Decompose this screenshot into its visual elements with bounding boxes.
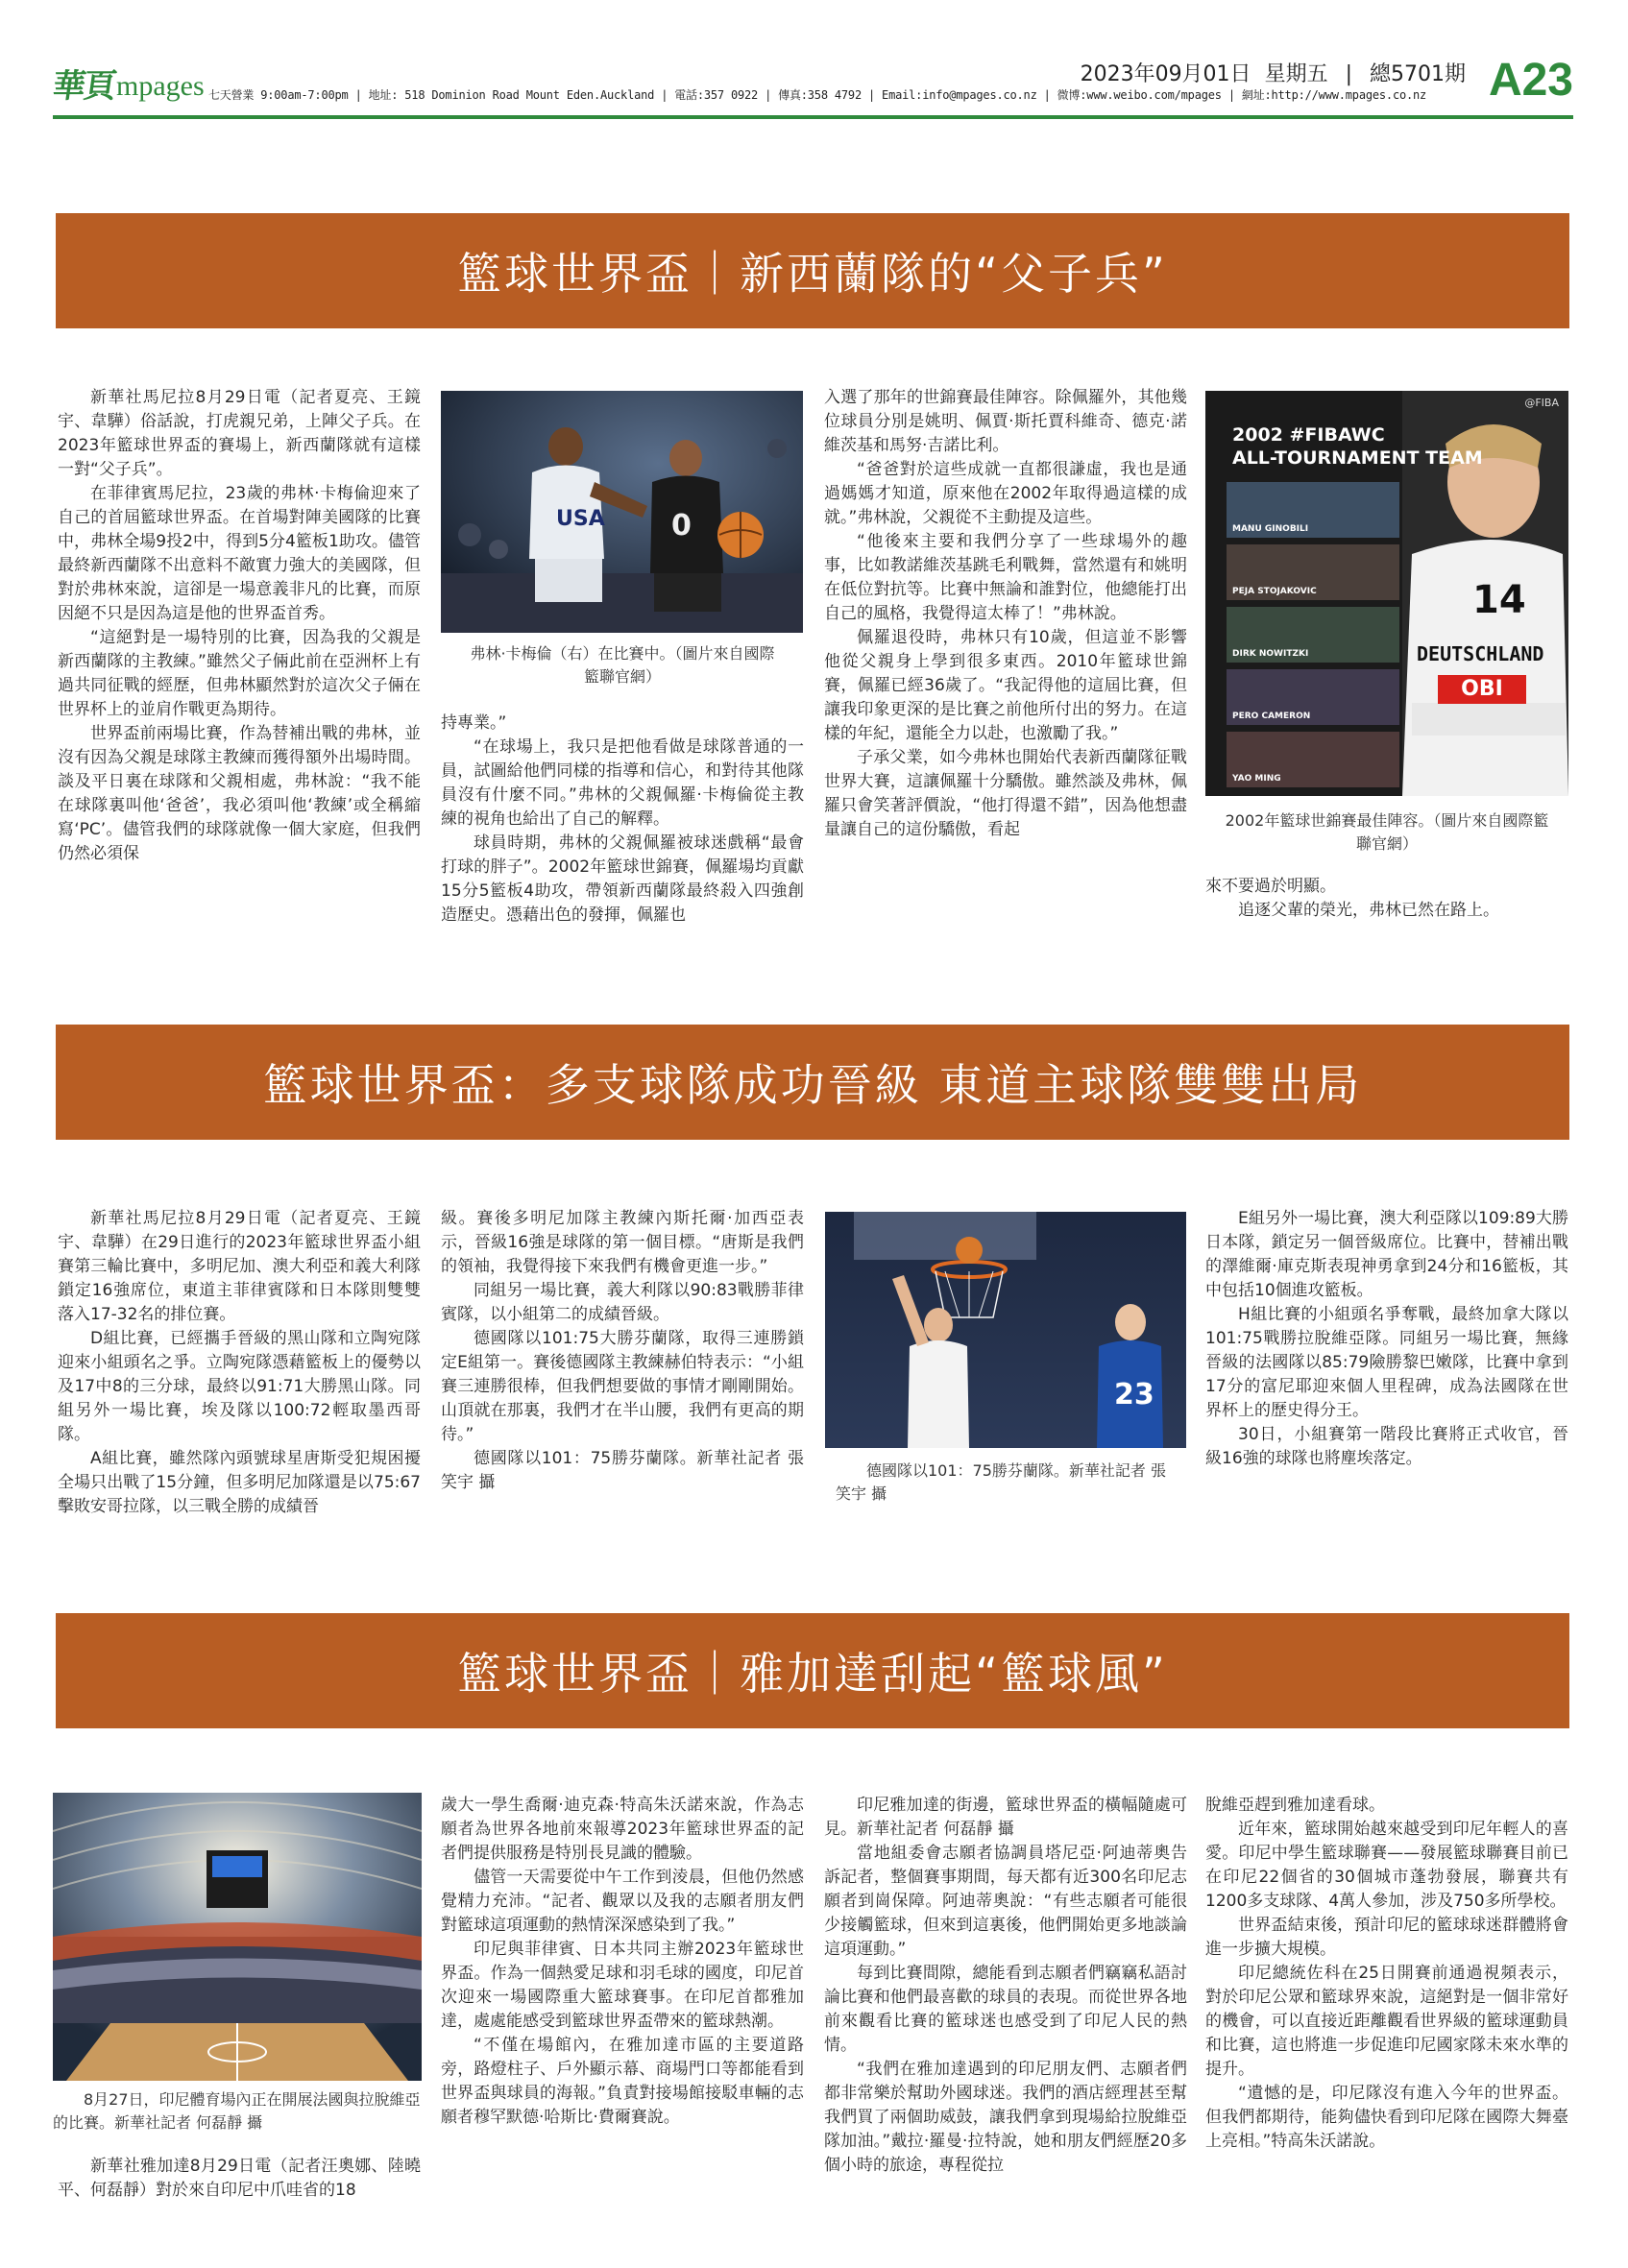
photo-all-tournament-team [1205, 391, 1568, 796]
paragraph: 級。賽後多明尼加隊主教練內斯托爾·加西亞表示，晉級16強是球隊的第一個目標。“唐斯是我們的領袖，我覺得接下來我們有機會更進一步。” [441, 1209, 804, 1276]
paragraph: “遺憾的是，印尼隊沒有進入今年的世界盃。但我們都期待，能夠儘快看到印尼隊在國際大舞臺上亮相。”特高朱沃諾說。 [1205, 2084, 1568, 2151]
paragraph: 同組另一場比賽，義大利隊以90:83戰勝菲律賓隊，以小組第二的成績晉級。 [441, 1281, 804, 1324]
dateline-separator: | [1345, 62, 1352, 86]
masthead [50, 50, 1573, 115]
paragraph: “在球場上，我只是把他看做是球隊普通的一員，試圖給他們同樣的指導和信心，和對待其他隊員沒有什麼不同。”弗林的父親佩羅·卡梅倫從主教練的視角也給出了自己的解釋。 [441, 737, 804, 829]
player-tile: MANU GINOBILI [1227, 482, 1399, 538]
paragraph: D組比賽，已經攜手晉級的黑山隊和立陶宛隊迎來小組頭名之爭。立陶宛隊憑藉籃板上的優勢以及17中8的三分球，最終以91:71大勝黑山隊。同組另外一場比賽，埃及隊以100:72輕取墨西哥隊。 [58, 1329, 421, 1444]
paragraph: 歲大一學生喬爾·迪克森·特高朱沃諾來說，作為志願者為世界各地前來報導2023年籃球世界盃的記者們提供服務是特別長見識的體驗。 [441, 1796, 804, 1863]
jersey-number-23: 23 [1114, 1378, 1154, 1411]
photo-indonesia-arena-caption: 8月27日，印尼體育場內正在開展法國與拉脫維亞的比賽。新華社記者 何磊靜 攝 [53, 2090, 421, 2132]
paragraph: 新華社雅加達8月29日電（記者汪奧娜、陸曉平、何磊靜）對於來自印尼中爪哇省的18 [58, 2157, 421, 2200]
paragraph: “我們在雅加達遇到的印尼朋友們、志願者們都非常樂於幫助外國球迷。我們的酒店經理甚至幫我們買了兩個助威鼓，讓我們拿到現場給拉脫維亞隊加油。”戴拉·羅曼·拉特說，她和朋友們經歷20多個小時的旅途，專程從拉 [824, 2060, 1187, 2175]
article1-column-4 [1205, 875, 1568, 923]
article1-banner [56, 213, 1569, 328]
paragraph: “不僅在場館內，在雅加達市區的主要道路旁，路燈柱子、戶外顯示幕、商場門口等都能看到世界盃與球員的海報。”負責對接場館接駁車輛的志願者穆罕默德·哈斯比·費爾賽說。 [441, 2036, 804, 2127]
article3-banner [56, 1613, 1569, 1728]
article1-column-1 [58, 386, 421, 866]
dateline [1067, 58, 1466, 87]
jersey-team: DEUTSCHLAND [1417, 642, 1544, 665]
masthead-divider [53, 115, 1573, 119]
paragraph: 入選了那年的世錦賽最佳陣容。除佩羅外，其他幾位球員分別是姚明、佩賈·斯托賈科維奇、德克·諾維茨基和馬努·吉諾比利。 [824, 388, 1187, 455]
paragraph: H組比賽的小組頭名爭奪戰，最終加拿大隊以101:75戰勝拉脫維亞隊。同組另一場比賽，無緣晉級的法國隊以85:79險勝黎巴嫩隊，比賽中拿到17分的富尼耶迎來個人里程碑，成為法國隊在世界杯上的歷史得分王。 [1205, 1305, 1568, 1420]
article2-column-4 [1205, 1207, 1568, 1471]
player-tile: YAO MING [1227, 732, 1399, 787]
paragraph: 儘管一天需要從中午工作到淩晨，但他仍然感覺精力充沛。“記者、觀眾以及我的志願者朋友們對籃球這項運動的熱情深深感染到了我。” [441, 1868, 804, 1935]
paragraph: 新華社馬尼拉8月29日電（記者夏亮、王鏡宇、韋驊）在29日進行的2023年籃球世界盃小組賽第三輪比賽中，多明尼加、澳大利亞和義大利隊鎖定16強席位，東道主菲律賓隊和日本隊則雙雙落入17-32名的排位賽。 [58, 1209, 421, 1324]
paragraph: 每到比賽間隙，總能看到志願者們竊竊私語討論比賽和他們最喜歡的球員的表現。而從世界各地前來觀看比賽的籃球迷也感受到了印尼人民的熱情。 [824, 1964, 1187, 2055]
photo-all-tournament-caption: 2002年籃球世錦賽最佳陣容。（圖片來自國際籃聯官網） [1225, 811, 1549, 853]
article3-column-2 [441, 1794, 804, 2130]
paragraph: 當地組委會志願者協調員塔尼亞·阿迪蒂奧告訴記者，整個賽事期間，每天都有近300名印尼志願者到崗保障。阿迪蒂奧說：“有些志願者可能很少接觸籃球，但來到這裏後，他們開始更多地談論這項運動。” [824, 1844, 1187, 1959]
paragraph: 30日，小組賽第一階段比賽將正式收官，晉級16強的球隊也將塵埃落定。 [1205, 1425, 1568, 1468]
page-number: A23 [1488, 55, 1573, 106]
logo-chinese-text: 華頁 [50, 67, 117, 106]
paragraph: 佩羅退役時，弗林只有10歲，但這並不影響他從父親身上學到很多東西。2010年籃球世錦賽，佩羅已經36歲了。“我記得他的這屆比賽，但讓我印象更深的是比賽之前他所付出的努力。在這樣的年紀，還能全力以赴，也激勵了我。” [824, 628, 1187, 743]
basketball-action-illustration [441, 391, 803, 633]
issue-date: 2023年09月01日 [1080, 62, 1251, 86]
mpages-logo[interactable] [50, 63, 205, 106]
arena-illustration [53, 1793, 422, 2081]
photo-indonesia-arena [53, 1793, 422, 2081]
player-tile: PEJA STOJAKOVIC [1227, 544, 1399, 600]
issue-number: 總5701期 [1370, 62, 1466, 86]
article2-column-2 [441, 1207, 804, 1495]
all-tournament-heading: 2002 #FIBAWC ALL-TOURNAMENT TEAM [1232, 424, 1483, 469]
paragraph: 持專業。” [441, 713, 507, 733]
svg-text:0: 0 [671, 509, 692, 543]
paragraph: 來不要過於明顯。 [1205, 877, 1336, 896]
photo-flynn-cameron [441, 391, 803, 633]
germany-finland-illustration [825, 1212, 1186, 1448]
paragraph: 脫維亞趕到雅加達看球。 [1205, 1796, 1385, 1815]
paragraph: “他後來主要和我們分享了一些球場外的趣事，比如教諾維茨基跳毛利戰舞，當然還有和姚明在低位對抗等。比賽中無論和誰對位，他總能打出自己的風格，我覺得這太棒了！”弗林說。 [824, 532, 1187, 623]
player-tile: DIRK NOWITZKI [1227, 607, 1399, 663]
paragraph: 新華社馬尼拉8月29日電（記者夏亮、王鏡宇、韋驊）俗話說，打虎親兄弟，上陣父子兵。在2023年籃球世界盃的賽場上，新西蘭隊就有這樣一對“父子兵”。 [58, 388, 421, 479]
paragraph: 印尼總統佐科在25日開賽前通過視頻表示，對於印尼公眾和籃球界來說，這絕對是一個非常好的機會，可以直接近距離觀看世界級的籃球運動員和比賽，這也將進一步促進印尼國家隊未來水準的提升。 [1205, 1964, 1568, 2079]
jersey-number: 14 [1472, 578, 1526, 622]
paragraph: A組比賽，雖然隊內頭號球星唐斯受犯規困擾全場只出戰了15分鐘，但多明尼加隊還是以75:67擊敗安哥拉隊，以三戰全勝的成績晉 [58, 1449, 421, 1516]
contact-info: 七天營業 9:00am-7:00pm | 地址: 518 Dominion Road Mount Eden.Auckland | 電話:357 0922 | 傳真:358 4792 | Email:info@mpages.co.nz | 微博:www.weibo.com/mpages | 網址:http://www.mpages.co.nz [208, 88, 1427, 102]
photo-germany-finland [825, 1212, 1186, 1448]
article1-column-3 [824, 386, 1187, 842]
article1-column-2 [441, 712, 804, 928]
article1-title: 籃球世界盃｜新西蘭隊的“父子兵” [457, 248, 1168, 300]
svg-text:USA: USA [556, 507, 605, 531]
fiba-tag: @FIBA [1524, 397, 1559, 409]
paragraph: “爸爸對於這些成就一直都很謙虛，我也是通過媽媽才知道，原來他在2002年取得過這樣的成就。”弗林說，父親從不主動提及這些。 [824, 460, 1187, 527]
player-tile: PERO CAMERON [1227, 669, 1399, 725]
paragraph: 德國隊以101:75大勝芬蘭隊，取得三連勝鎖定E組第一。賽後德國隊主教練赫伯特表示：“小組賽三連勝很棒，但我們想要做的事情才剛剛開始。山頂就在那裏，我們才在半山腰，我們有更高的期待。” [441, 1329, 804, 1444]
paragraph: 德國隊以101：75勝芬蘭隊。新華社記者 張笑宇 攝 [441, 1449, 804, 1492]
paragraph: 印尼與菲律賓、日本共同主辦2023年籃球世界盃。作為一個熱愛足球和羽毛球的國度，印尼首次迎來一場國際重大籃球賽事。在印尼首都雅加達，處處能感受到籃球世界盃帶來的籃球熱潮。 [441, 1940, 804, 2031]
issue-weekday: 星期五 [1264, 62, 1328, 86]
article3-column-4 [1205, 1794, 1568, 2154]
paragraph: 世界盃前兩場比賽，作為替補出戰的弗林，並沒有因為父親是球隊主教練而獲得額外出場時間。談及平日裏在球隊和父親相處，弗林說：“我不能在球隊裏叫他‘爸爸’，我必須叫他‘教練’或全稱縮寫‘PC’。儘管我們的球隊就像一個大家庭，但我們仍然必須保 [58, 724, 421, 863]
article3-title: 籃球世界盃｜雅加達刮起“籃球風” [457, 1648, 1168, 1700]
paragraph: 球員時期，弗林的父親佩羅被球迷戲稱“最會打球的胖子”。2002年籃球世錦賽，佩羅場均貢獻15分5籃板4助攻，帶領新西蘭隊最終殺入四強創造歷史。憑藉出色的發揮，佩羅也 [441, 833, 804, 925]
paragraph: 追逐父輩的榮光，弗林已然在路上。 [1238, 901, 1499, 920]
paragraph: E組另外一場比賽，澳大利亞隊以109:89大勝日本隊，鎖定另一個晉級席位。比賽中，替補出戰的澤維爾·庫克斯表現神勇拿到24分和16籃板，其中包括10個進攻籃板。 [1205, 1209, 1568, 1300]
photo-flynn-cameron-caption: 弗林·卡梅倫（右）在比賽中。（圖片來自國際籃聯官網） [470, 644, 775, 686]
paragraph: 印尼雅加達的街邊，籃球世界盃的橫幅隨處可見。新華社記者 何磊靜 攝 [824, 1796, 1187, 1839]
article3-column-3 [824, 1794, 1187, 2178]
paragraph: 世界盃結束後，預計印尼的籃球球迷群體將會進一步擴大規模。 [1205, 1916, 1568, 1959]
article2-column-1 [58, 1207, 421, 1519]
paragraph: “這絕對是一場特別的比賽，因為我的父親是新西蘭隊的主教練。”雖然父子倆此前在亞洲杯上有過共同征戰的經歷，但弗林顯然對於這次父子倆在世界杯上的並肩作戰更為期待。 [58, 628, 421, 719]
paragraph: 子承父業，如今弗林也開始代表新西蘭隊征戰世界大賽，這讓佩羅十分驕傲。雖然談及弗林，佩羅只會笑著評價說，“他打得還不錯”，因為他想盡量讓自己的這份驕傲，看起 [824, 748, 1187, 839]
article2-title: 籃球世界盃：多支球隊成功晉級 東道主球隊雙雙出局 [262, 1059, 1363, 1111]
article2-banner [56, 1025, 1569, 1140]
jersey-sponsor: OBI [1438, 675, 1526, 704]
paragraph: 在菲律賓馬尼拉，23歲的弗林·卡梅倫迎來了自己的首屆籃球世界盃。在首場對陣美國隊的比賽中，弗林全場9投2中，得到5分4籃板1助攻。儘管最終新西蘭隊不出意料不敵實力強大的美國隊，但對於弗林來說，這卻是一場意義非凡的比賽，而原因絕不只是因為這是他的世界盃首秀。 [58, 484, 421, 623]
photo-germany-finland-caption: 德國隊以101：75勝芬蘭隊。新華社記者 張笑宇 攝 [836, 1461, 1166, 1503]
paragraph: 近年來，籃球開始越來越受到印尼年輕人的喜愛。印尼中學生籃球聯賽——發展籃球聯賽目前已在印尼22個省的30個城市蓬勃發展，聯賽共有1200多支球隊、4萬人參加，涉及750多所學校。 [1205, 1820, 1568, 1911]
article3-column-1 [58, 2155, 421, 2203]
logo-english-text: mpages [116, 70, 205, 102]
